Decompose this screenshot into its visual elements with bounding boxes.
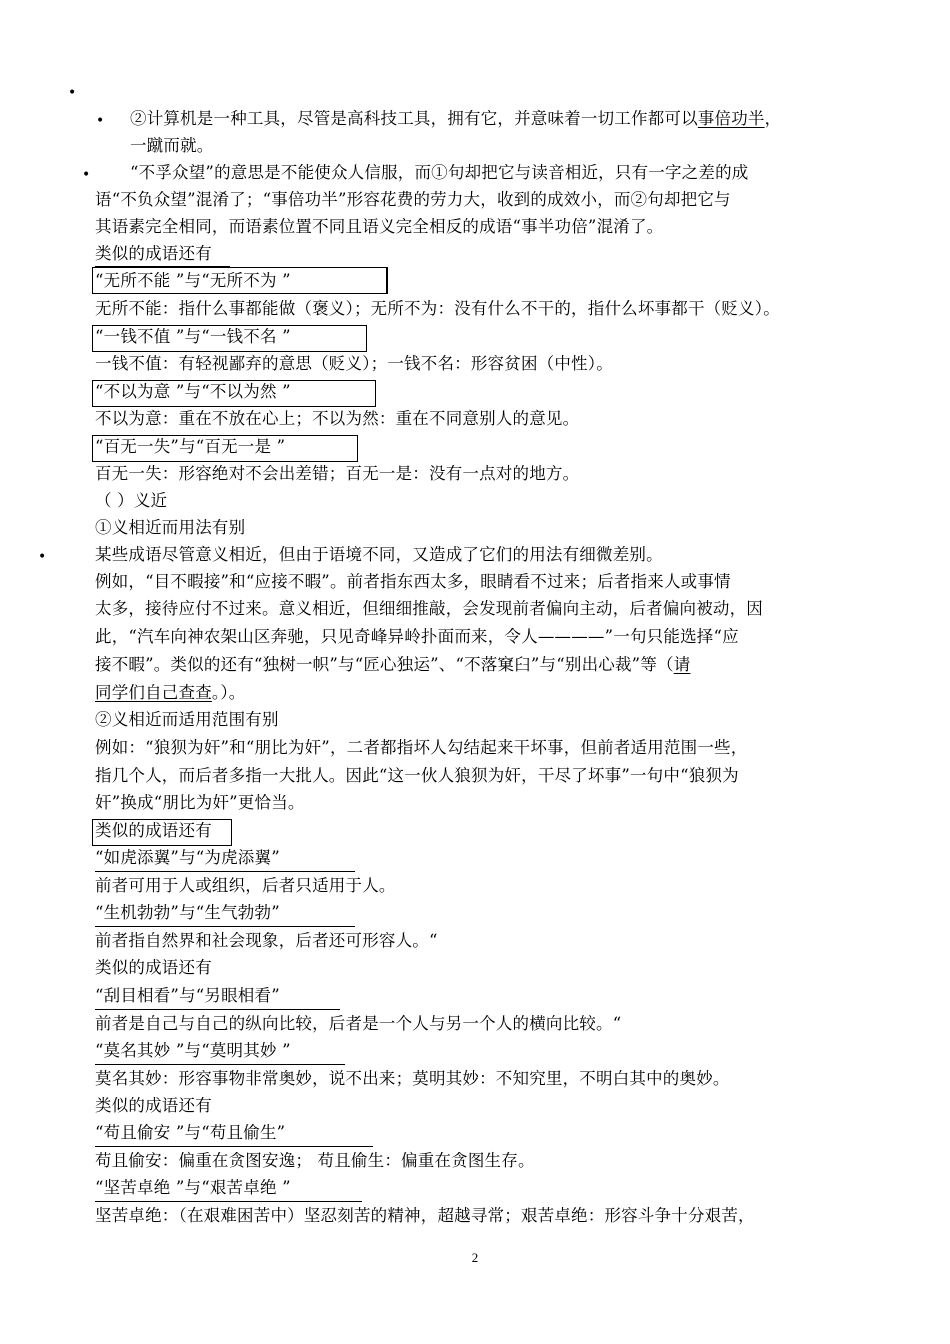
paragraph-line: 太多，接待应付不过来。意义相近，但细细推敲，会发现前者偏向主动，后者偏向被动，因 [95,599,763,618]
subsection-title: ①义相近而用法有别 [95,518,246,537]
paragraph-line: 此，“汽车向神农架山区奔驰，只见奇峰异岭扑面而来，令人————”一句只能选择“应 [95,627,739,646]
underlined-phrase: 同学们自己查查 [95,683,212,702]
idiom-pair-title: “生机勃勃”与“生气勃勃” [95,903,280,922]
idiom-pair-title: “一钱不值 ”与“一钱不名 ” [95,327,291,346]
underlined-phrase: 事倍功半 [697,109,765,128]
idiom-pair-description: 坚苦卓绝：（在艰难困苦中）坚忍刻苦的精神，超越寻常；艰苦卓绝：形容斗争十分艰苦， [95,1206,755,1225]
idiom-pair-description: 莫名其妙：形容事物非常奥妙，说不出来；莫明其妙：不知究里，不明白其中的奥妙。 [95,1069,730,1088]
bullet-marker: • [68,85,77,101]
section-title: （ ）义近 [95,491,168,510]
paragraph-line: 语“不负众望”混淆了；“事倍功半”形容花费的劳力大，收到的成效小，而②句却把它与 [95,190,731,209]
underlined-phrase: 请 [673,655,691,674]
paragraph-line: ②计算机是一种工具，尽管是高科技工具，拥有它，并意味着一切工作都可以事倍功半， [130,109,782,128]
bullet-marker: • [82,167,91,183]
idiom-pair-title: “莫名其妙 ”与“莫明其妙 ” [95,1041,291,1060]
title-underline [95,926,355,927]
paragraph-line: 奸”换成“朋比为奸”更恰当。 [95,793,305,812]
paragraph-line: 其语素完全相同，而语素位置不同且语义完全相反的成语“事半功倍”混淆了。 [95,217,664,236]
subsection-title: ②义相近而适用范围有别 [95,710,279,729]
idiom-pair-title: “刮目相看”与“另眼相看” [95,986,280,1005]
paragraph-line: 同学们自己查查。）。 [95,683,246,702]
idiom-pair-description: 前者可用于人或组织，后者只适用于人。 [95,876,396,895]
paragraph-line: “不孚众望”的意思是不能使众人信服，而①句却把它与读音相近，只有一字之差的成 [130,163,749,182]
title-underline [95,1009,340,1010]
idiom-pair-description: 前者是自己与自己的纵向比较，后者是一个人与另一个人的横向比较。“ [95,1014,622,1033]
paragraph-line: 指几个人，而后者多指一大批人。因此“这一伙人狼狈为奸，干尽了坏事”一句中“狼狈为 [95,766,739,785]
idiom-pair-title: “不以为意 ”与“不以为然 ” [95,382,291,401]
idiom-pair-title: “如虎添翼”与“为虎添翼” [95,848,280,867]
section-heading: 类似的成语还有 [95,821,212,840]
paragraph-line: 接不暇”。类似的还有“独树一帜”与“匠心独运”、“不落窠臼”与“别出心裁”等（请 [95,655,691,674]
title-underline [95,871,355,872]
page-number: 2 [471,1250,479,1265]
idiom-pair-description: 无所不能：指什么事都能做（褒义）；无所不为：没有什么不干的，指什么坏事都干（贬义）。 [95,299,780,318]
paragraph-line: 例如，“目不暇接”和“应接不暇”。前者指东西太多，眼睛看不过来；后者指来人或事情 [95,572,731,591]
paragraph-line: 某些成语尽管意义相近，但由于语境不同，又造成了它们的用法有细微差别。 [95,545,663,564]
idiom-pair-description: 前者指自然界和社会现象，后者还可形容人。“ [95,931,438,950]
section-heading: 类似的成语还有 [95,244,212,263]
title-underline [95,1146,373,1147]
bullet-marker: • [96,113,105,129]
paragraph-line: 一蹴而就。 [130,136,214,155]
paragraph-line: 例如：“狼狈为奸”和“朋比为奸”，二者都指坏人勾结起来干坏事，但前者适用范围一些， [95,738,748,757]
idiom-pair-title: “无所不能 ”与“无所不为 ” [95,271,291,290]
section-heading: 类似的成语还有 [95,1096,212,1115]
section-heading: 类似的成语还有 [95,958,212,977]
idiom-pair-description: 不以为意：重在不放在心上；不以为然：重在不同意别人的意见。 [95,409,580,428]
idiom-pair-description: 一钱不值：有轻视鄙弃的意思（贬义）；一钱不名：形容贫困（中性）。 [95,354,613,373]
title-underline [95,1064,345,1065]
idiom-pair-title: “坚苦卓绝 ”与“艰苦卓绝 ” [95,1178,291,1197]
idiom-pair-description: 苟且偷安：偏重在贪图安逸； 苟且偷生：偏重在贪图生存。 [95,1151,535,1170]
title-underline [95,1201,362,1202]
idiom-pair-title: “百无一失”与“百无一是 ” [95,437,286,456]
bullet-marker: • [38,549,47,565]
idiom-pair-description: 百无一失：形容绝对不会出差错；百无一是：没有一点对的地方。 [95,464,580,483]
idiom-pair-title: “苟且偷安 ”与“苟且偷生” [95,1123,286,1142]
